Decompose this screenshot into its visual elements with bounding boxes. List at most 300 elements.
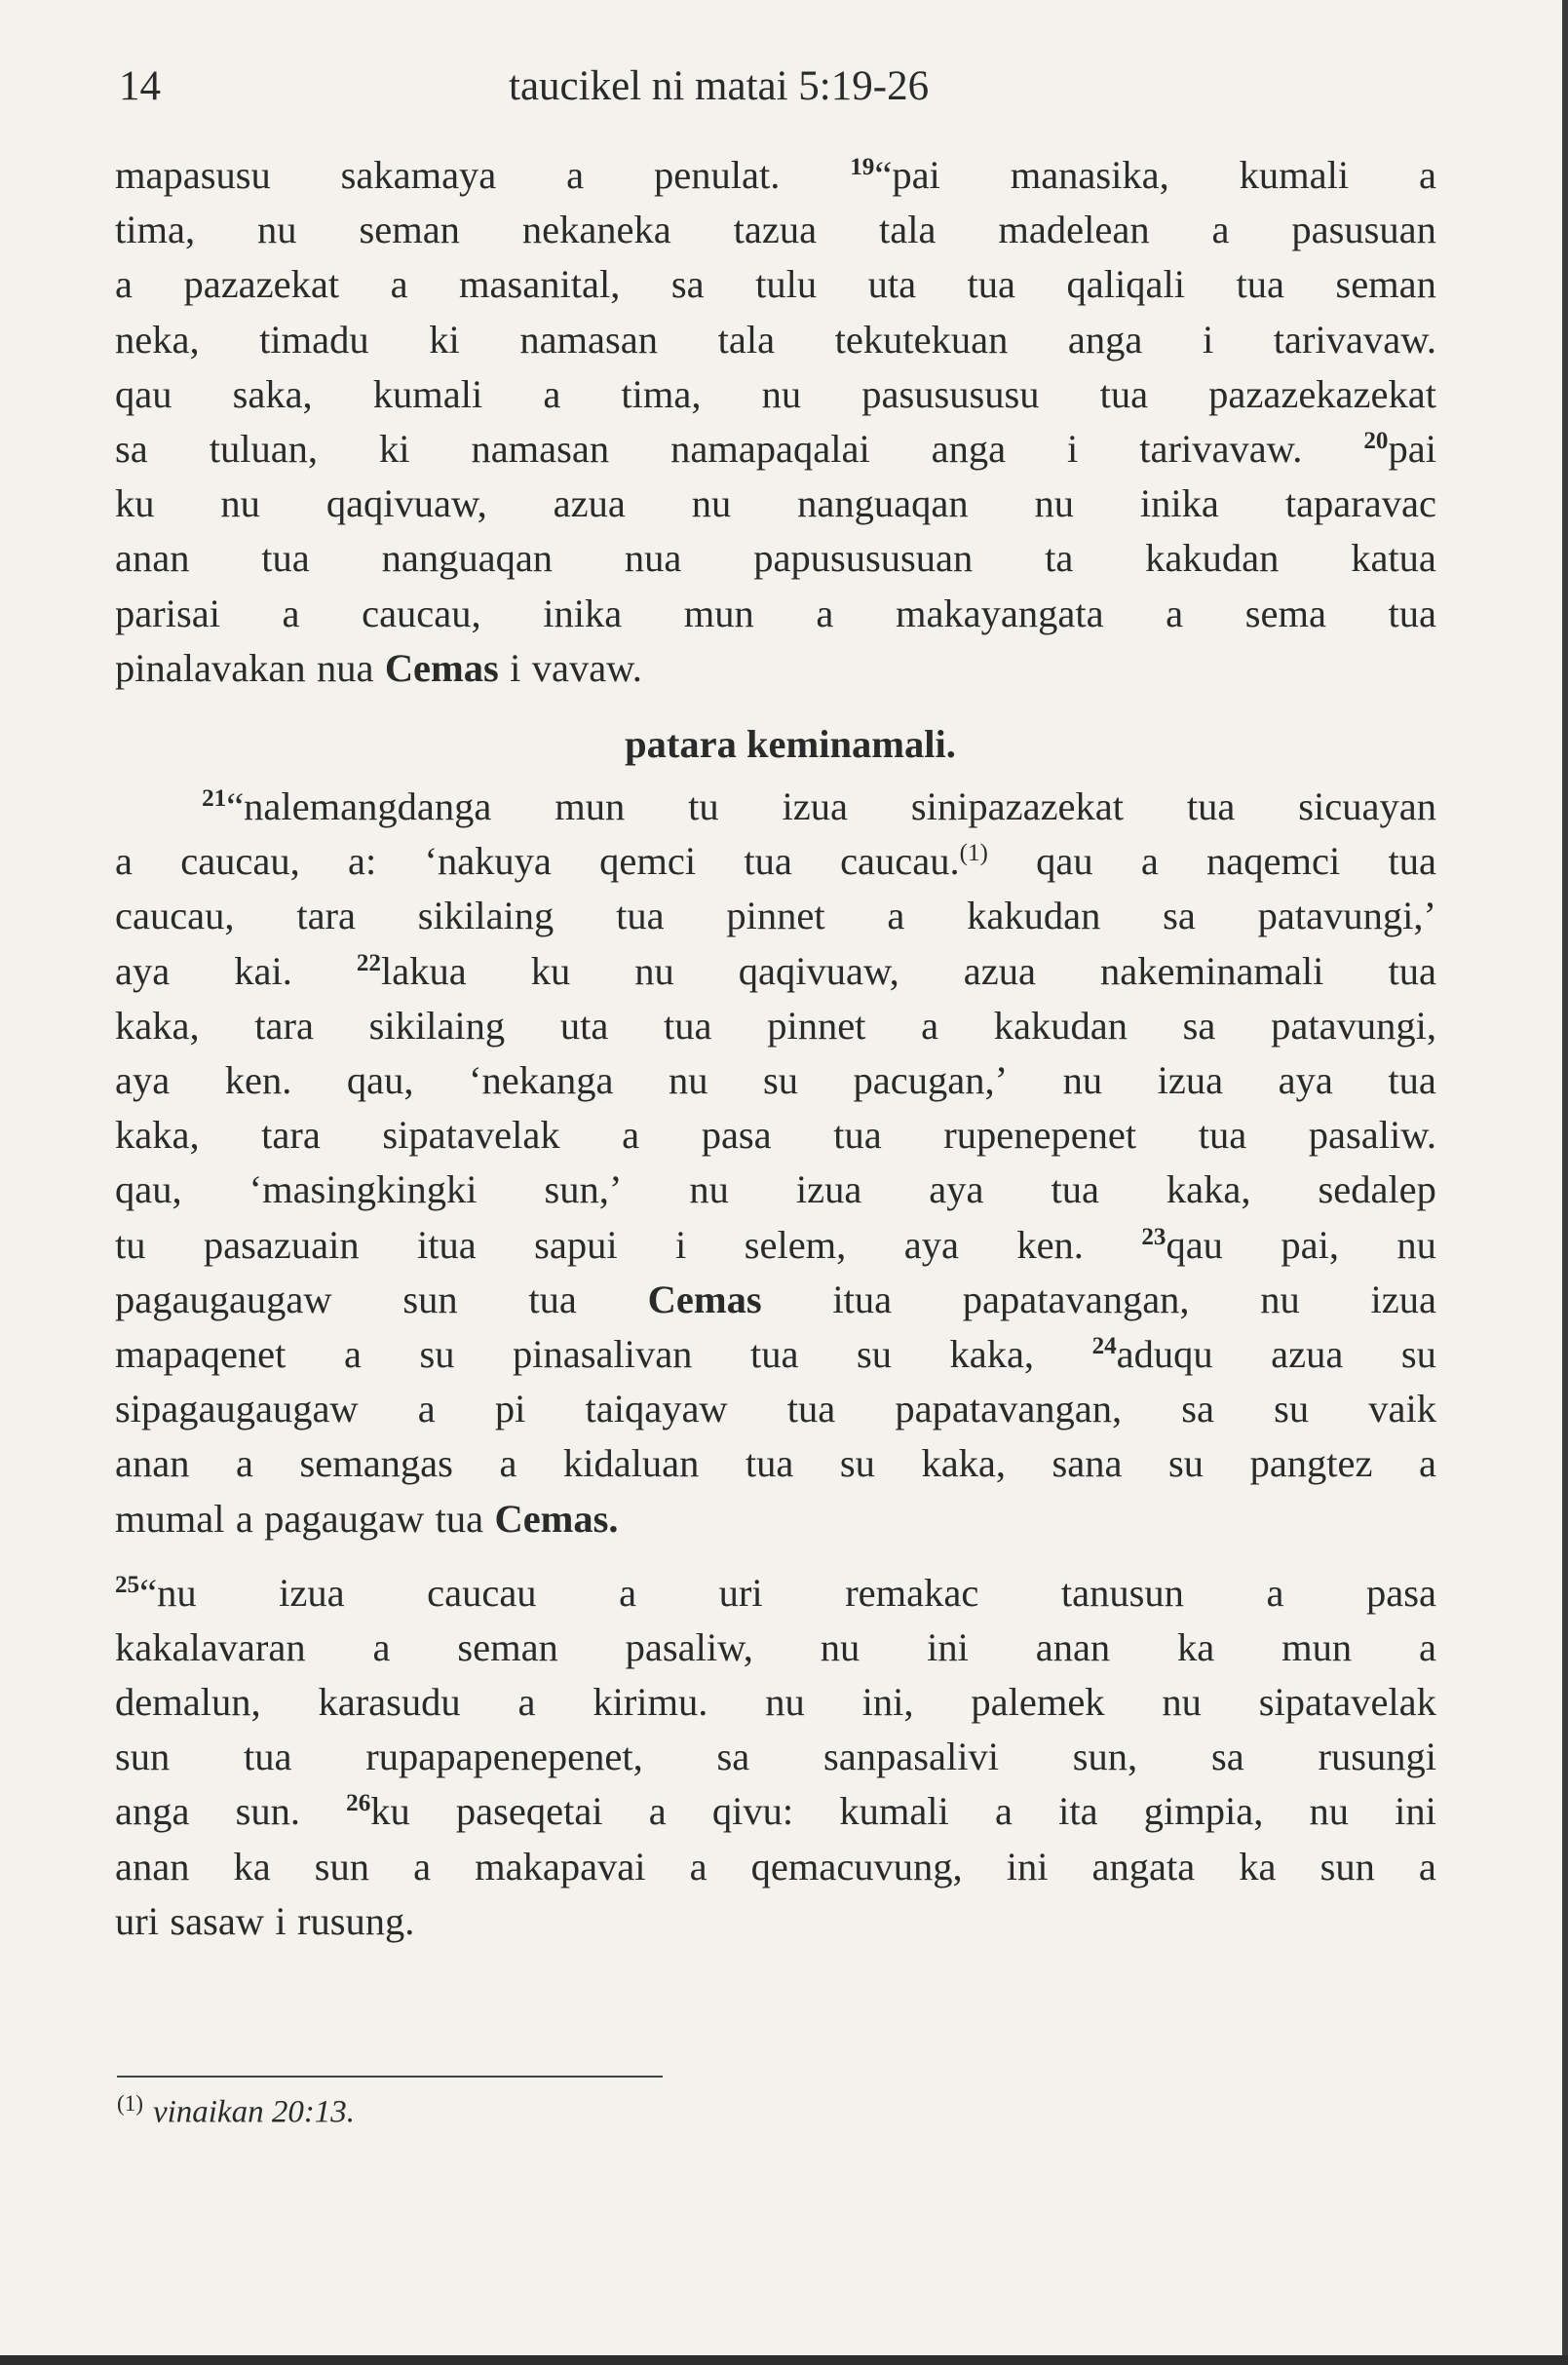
word: su xyxy=(839,1441,875,1486)
word: mun xyxy=(1281,1624,1353,1669)
word: i xyxy=(675,1222,687,1267)
page-edge-right xyxy=(1562,0,1568,2365)
word: anan xyxy=(115,1441,190,1486)
word: anan xyxy=(115,536,190,581)
word: tua xyxy=(261,536,310,581)
word: tua xyxy=(1051,1167,1099,1212)
word: sasaw xyxy=(170,1898,265,1943)
word: a xyxy=(622,1113,640,1158)
word: tara xyxy=(261,1113,321,1158)
word: sipagaugaugaw xyxy=(115,1387,359,1431)
word: ki xyxy=(378,426,410,471)
word: tua xyxy=(744,839,792,884)
word: pai xyxy=(1388,426,1436,471)
word: tua xyxy=(1388,948,1436,993)
word: pinnet xyxy=(767,1003,866,1048)
word: sun xyxy=(1319,1844,1375,1888)
word: pacugan,’ xyxy=(853,1058,1009,1102)
word: uri xyxy=(718,1570,763,1615)
text-line xyxy=(115,1492,1436,1546)
word: mun xyxy=(683,591,754,635)
word: su xyxy=(763,1058,799,1102)
word: sa xyxy=(716,1735,750,1779)
word: a xyxy=(417,1387,436,1431)
word: nu xyxy=(689,1167,729,1212)
word: pasa xyxy=(1365,1570,1436,1615)
word: caucau, xyxy=(115,894,235,938)
word: aya xyxy=(903,1222,959,1267)
text-line xyxy=(115,889,1436,943)
word: ku xyxy=(115,481,155,526)
word: inika xyxy=(1139,481,1219,526)
word: a xyxy=(1419,1624,1436,1669)
word: a xyxy=(282,591,300,635)
word: tulu xyxy=(755,262,818,307)
word: rusung. xyxy=(296,1898,415,1943)
word: sa xyxy=(1163,894,1196,938)
word: kirimu. xyxy=(593,1680,708,1725)
text-line xyxy=(115,1730,1436,1784)
word: sana xyxy=(1052,1441,1123,1486)
word: su xyxy=(419,1331,455,1376)
page-number: 14 xyxy=(119,63,161,109)
word: sapui xyxy=(534,1222,618,1267)
word: ku xyxy=(370,1789,410,1834)
word: sa xyxy=(1181,1387,1215,1431)
word: sun xyxy=(314,1844,370,1888)
word: namasan xyxy=(519,317,659,362)
word: sun, xyxy=(1072,1735,1138,1779)
word: kakudan xyxy=(1145,536,1280,581)
word: nu xyxy=(691,481,732,526)
footnote-ref[interactable]: (1) xyxy=(959,840,988,867)
text-line xyxy=(115,1053,1436,1108)
word: a xyxy=(689,1844,708,1888)
word: papatavangan, xyxy=(962,1277,1190,1321)
word: tua xyxy=(244,1735,292,1779)
word: a xyxy=(343,1331,362,1376)
text-line xyxy=(115,148,1436,203)
word: su xyxy=(1168,1441,1205,1486)
word: anga xyxy=(115,1789,190,1834)
word: tua xyxy=(1388,839,1436,884)
word: qaliqali xyxy=(1066,262,1185,307)
word: azua xyxy=(963,948,1036,993)
text-line xyxy=(115,1273,1436,1327)
word: tazua xyxy=(733,208,818,252)
word: sanpasalivi xyxy=(823,1735,1000,1779)
main-text xyxy=(115,148,1436,1949)
word: ken. xyxy=(224,1058,292,1102)
word-bold: Cemas. xyxy=(494,1496,619,1541)
word: kaka, xyxy=(949,1331,1035,1376)
word: a xyxy=(1419,1441,1436,1486)
word: pai, xyxy=(1281,1222,1339,1267)
word: ini xyxy=(1006,1844,1049,1888)
word: namapaqalai xyxy=(670,426,870,471)
word: tuluan, xyxy=(209,426,319,471)
running-title: taucikel ni matai 5:19-26 xyxy=(509,63,930,109)
word: qau xyxy=(115,371,172,416)
word: nu xyxy=(761,371,802,416)
word: a xyxy=(1166,591,1184,635)
word: qau xyxy=(1036,839,1093,884)
word: a xyxy=(1418,1844,1436,1888)
word: tua xyxy=(1099,371,1149,416)
word: vaik xyxy=(1368,1387,1436,1431)
word: sa xyxy=(115,426,148,471)
verse-number: 24 xyxy=(1091,1333,1117,1360)
word: namasan xyxy=(471,426,610,471)
verse-21 xyxy=(202,780,491,834)
word: tua xyxy=(833,1113,882,1158)
word: a xyxy=(566,153,585,197)
word: caucau xyxy=(427,1570,537,1615)
word: tua xyxy=(749,1331,799,1376)
word: ini xyxy=(927,1624,969,1669)
word: ‘nekanga xyxy=(469,1058,614,1102)
word: kakudan xyxy=(967,894,1101,938)
word: ‘masingkingki xyxy=(249,1167,478,1212)
word: tua xyxy=(1186,784,1236,829)
word-with-footnote xyxy=(840,834,988,889)
word: a xyxy=(390,262,408,307)
word: gimpia, xyxy=(1143,1789,1264,1834)
word: neka, xyxy=(115,317,200,362)
word: sun,’ xyxy=(544,1167,623,1212)
word: tu xyxy=(115,1222,146,1267)
text-line xyxy=(115,1566,1436,1621)
word: ta xyxy=(1045,536,1074,581)
text-line xyxy=(115,1436,1436,1491)
word: pasaliw. xyxy=(1308,1113,1436,1158)
word: ka xyxy=(1239,1844,1277,1888)
word: tua xyxy=(616,894,665,938)
word: a: xyxy=(347,839,377,884)
word: i xyxy=(1202,317,1214,362)
text-line xyxy=(115,944,1436,999)
word: aya xyxy=(115,948,171,993)
word: a xyxy=(648,1789,667,1834)
verse-number: 20 xyxy=(1363,428,1389,455)
word: anan xyxy=(115,1844,190,1888)
text-line xyxy=(115,422,1436,477)
word: sinipazazekat xyxy=(910,784,1124,829)
word: aya xyxy=(929,1167,984,1212)
word: a xyxy=(115,839,133,884)
word: a xyxy=(115,262,133,307)
word: a xyxy=(517,1680,536,1725)
text-line xyxy=(115,1108,1436,1163)
text-line xyxy=(115,999,1436,1053)
word: a xyxy=(1140,839,1159,884)
word: su xyxy=(1274,1387,1310,1431)
word: vavaw. xyxy=(531,645,642,690)
word: sun. xyxy=(235,1789,300,1834)
word: seman xyxy=(1335,262,1436,307)
word: manasika, xyxy=(1010,153,1169,197)
word: ki xyxy=(429,317,460,362)
word: rupapapenepenet, xyxy=(365,1735,643,1779)
word: tekutekuan xyxy=(834,317,1009,362)
word: kaka, xyxy=(115,1113,200,1158)
word: a xyxy=(1211,208,1230,252)
word: nua xyxy=(317,645,374,690)
word: ini, xyxy=(861,1680,914,1725)
word: sa xyxy=(670,262,705,307)
word: “nu xyxy=(139,1570,197,1615)
word: qaqivuaw, xyxy=(325,481,487,526)
word: penulat. xyxy=(654,153,781,197)
word: ka xyxy=(233,1844,271,1888)
text-line xyxy=(115,313,1436,367)
verse-20 xyxy=(1363,422,1436,477)
text-line xyxy=(115,1382,1436,1436)
word: pi xyxy=(494,1387,526,1431)
verse-number: 23 xyxy=(1141,1223,1166,1250)
word: qau xyxy=(1166,1222,1223,1267)
word: nanguaqan xyxy=(797,481,969,526)
word: pasa xyxy=(701,1113,772,1158)
word: patavungi,’ xyxy=(1257,894,1436,938)
word: tua xyxy=(528,1277,577,1321)
word: kumali xyxy=(839,1789,949,1834)
word: a xyxy=(921,1003,939,1048)
word: kidaluan xyxy=(562,1441,700,1486)
word: caucau, xyxy=(180,839,300,884)
word: nua xyxy=(624,536,682,581)
word: lakua xyxy=(380,948,467,993)
word: saka, xyxy=(232,371,313,416)
word: anga xyxy=(1067,317,1143,362)
word-bold: Cemas xyxy=(647,1277,762,1321)
word: a xyxy=(543,371,561,416)
word: a xyxy=(816,591,834,635)
word: aduqu xyxy=(1116,1331,1213,1376)
word: tarivavaw. xyxy=(1273,317,1436,362)
word: uta xyxy=(867,262,917,307)
word: tu xyxy=(688,784,719,829)
word: sikilaing xyxy=(417,894,555,938)
word: kakalavaran xyxy=(115,1624,306,1669)
word: pangtez xyxy=(1249,1441,1373,1486)
word: nu xyxy=(1162,1680,1202,1725)
verse-19 xyxy=(850,148,940,203)
word: ita xyxy=(1058,1789,1098,1834)
word: tua xyxy=(664,1003,712,1048)
word: taparavac xyxy=(1284,481,1436,526)
word: kaka, xyxy=(1166,1167,1251,1212)
word: pinasalivan xyxy=(512,1331,693,1376)
word: a xyxy=(1266,1570,1284,1615)
text-line xyxy=(115,587,1436,641)
word: sipatavelak xyxy=(382,1113,560,1158)
word: pazazekazekat xyxy=(1208,371,1436,416)
word: nu xyxy=(1062,1058,1103,1102)
word: nu xyxy=(634,948,674,993)
word: ini xyxy=(1395,1789,1436,1834)
text-line xyxy=(115,203,1436,257)
text-line xyxy=(115,1784,1436,1839)
verse-number: 25 xyxy=(115,1571,140,1598)
word: i xyxy=(275,1898,287,1943)
word: remakac xyxy=(845,1570,979,1615)
verse-number: 22 xyxy=(356,949,381,976)
word: pinalavakan xyxy=(115,645,306,690)
verse-number: 19 xyxy=(850,154,875,181)
word: caucau, xyxy=(362,591,481,635)
word: sipatavelak xyxy=(1258,1680,1436,1725)
footnote-divider xyxy=(117,2076,663,2078)
word: tua xyxy=(435,1496,484,1541)
word: su xyxy=(1400,1331,1436,1376)
word: papatavangan, xyxy=(895,1387,1123,1431)
text-line xyxy=(115,1840,1436,1894)
word: kakudan xyxy=(993,1003,1128,1048)
word: mapaqenet xyxy=(115,1331,287,1376)
text-line xyxy=(115,1894,1436,1949)
word: qemacuvung, xyxy=(750,1844,963,1888)
word: aya xyxy=(115,1058,171,1102)
word: mumal xyxy=(115,1496,225,1541)
word: pasusususu xyxy=(861,371,1040,416)
word: tua xyxy=(967,262,1016,307)
word: ken. xyxy=(1016,1222,1084,1267)
text-line xyxy=(115,531,1436,586)
word: sedalep xyxy=(1318,1167,1436,1212)
word: i xyxy=(510,645,521,690)
word: aya xyxy=(1278,1058,1333,1102)
word: sikilaing xyxy=(368,1003,506,1048)
word: pinnet xyxy=(726,894,825,938)
word: “nalemangdanga xyxy=(226,784,492,829)
word: pasusuan xyxy=(1291,208,1436,252)
word: su xyxy=(856,1331,892,1376)
word: pasaliw, xyxy=(625,1624,753,1669)
word: tarivavaw. xyxy=(1139,426,1303,471)
verse-number: 26 xyxy=(346,1790,371,1817)
word: taiqayaw xyxy=(585,1387,728,1431)
word: seman xyxy=(359,208,460,252)
word: sema xyxy=(1244,591,1326,635)
word: patavungi, xyxy=(1271,1003,1436,1048)
word: azua xyxy=(1271,1331,1344,1376)
word: tua xyxy=(1198,1113,1247,1158)
word: tua xyxy=(1236,262,1284,307)
word: i xyxy=(1067,426,1079,471)
word: katua xyxy=(1351,536,1436,581)
word: nakeminamali xyxy=(1100,948,1324,993)
word: nanguaqan xyxy=(381,536,554,581)
word: ka xyxy=(1177,1624,1215,1669)
word: “pai xyxy=(874,153,940,197)
text-line xyxy=(115,257,1436,312)
word-bold: Cemas xyxy=(384,645,499,690)
word: azua xyxy=(553,481,626,526)
word: rupenepenet xyxy=(943,1113,1137,1158)
word: sakamaya xyxy=(340,153,497,197)
word: mun xyxy=(555,784,626,829)
word: nekaneka xyxy=(521,208,671,252)
word: tua xyxy=(745,1441,794,1486)
word: inika xyxy=(543,591,623,635)
text-line xyxy=(115,1621,1436,1675)
word: nu xyxy=(820,1624,860,1669)
word: itua xyxy=(417,1222,477,1267)
word: qemci xyxy=(599,839,697,884)
word: demalun, xyxy=(115,1680,261,1725)
word: tua xyxy=(1388,1058,1436,1102)
word: tima, xyxy=(621,371,702,416)
word: pasazuain xyxy=(203,1222,360,1267)
word: qaqivuaw, xyxy=(738,948,899,993)
word: a xyxy=(499,1441,517,1486)
text-line xyxy=(115,1675,1436,1730)
word: nu xyxy=(765,1680,805,1725)
word: tua xyxy=(1388,591,1436,635)
word: makayangata xyxy=(895,591,1104,635)
word: ‘nakuya xyxy=(424,839,552,884)
word: izua xyxy=(1157,1058,1224,1102)
word: a xyxy=(235,1496,253,1541)
word: a xyxy=(372,1624,391,1669)
word: uta xyxy=(559,1003,609,1048)
word: caucau. xyxy=(840,839,960,884)
word: tala xyxy=(717,317,776,362)
word: kaka, xyxy=(921,1441,1007,1486)
word: nu xyxy=(1260,1277,1300,1321)
page-header xyxy=(119,62,1425,111)
word: sa xyxy=(1210,1735,1244,1779)
word: makapavai xyxy=(475,1844,646,1888)
word: tala xyxy=(879,208,937,252)
word: semangas xyxy=(299,1441,453,1486)
word: a xyxy=(235,1441,253,1486)
word: izua xyxy=(1370,1277,1436,1321)
page-edge-bottom xyxy=(0,2355,1568,2365)
footnote-text: vinaikan 20:13. xyxy=(152,2094,356,2130)
word: paseqetai xyxy=(455,1789,603,1834)
word: tara xyxy=(254,1003,314,1048)
word: tima, xyxy=(115,208,196,252)
word: kumali xyxy=(372,371,483,416)
word: a xyxy=(619,1570,637,1615)
word: a xyxy=(413,1844,432,1888)
footnote xyxy=(117,2090,355,2131)
word: izua xyxy=(782,784,848,829)
word: nu xyxy=(1309,1789,1349,1834)
word: pagaugaugaw xyxy=(115,1277,332,1321)
word: izua xyxy=(795,1167,862,1212)
word: selem, xyxy=(744,1222,847,1267)
word: rusungi xyxy=(1318,1735,1436,1779)
word: qau, xyxy=(115,1167,182,1212)
word: angata xyxy=(1091,1844,1196,1888)
word: kai. xyxy=(234,948,292,993)
verse-22 xyxy=(357,944,467,999)
word: qau, xyxy=(346,1058,414,1102)
word: anga xyxy=(931,426,1007,471)
word: sun xyxy=(402,1277,458,1321)
word: itua xyxy=(832,1277,893,1321)
word: qivu: xyxy=(711,1789,794,1834)
word: timadu xyxy=(259,317,369,362)
verse-23 xyxy=(1141,1218,1223,1273)
word: a xyxy=(1419,153,1436,197)
word: nu xyxy=(668,1058,708,1102)
word: nu xyxy=(1396,1222,1436,1267)
word: seman xyxy=(457,1624,558,1669)
